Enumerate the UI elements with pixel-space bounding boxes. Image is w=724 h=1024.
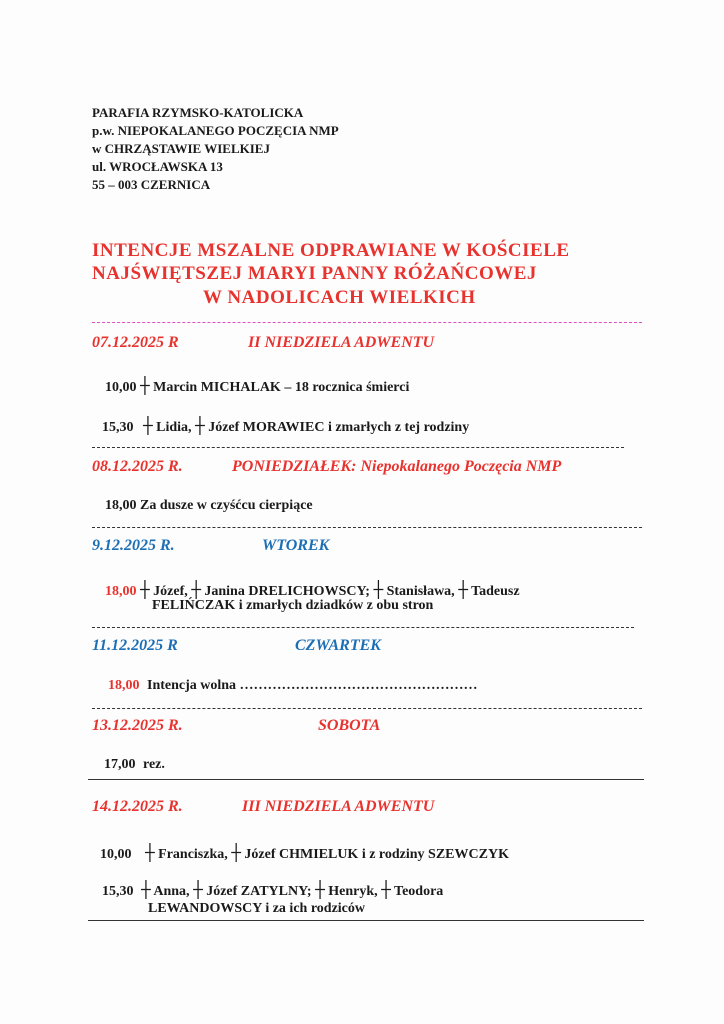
- mass-entry: [102, 416, 469, 436]
- cross-icon: ┼: [381, 880, 391, 899]
- day-divider: [92, 708, 642, 709]
- mass-time: 15,30: [102, 420, 134, 435]
- cross-icon: ┼: [458, 580, 468, 599]
- cross-icon: ┼: [140, 376, 150, 395]
- mass-entry: [104, 757, 165, 773]
- mass-entry: [105, 376, 409, 396]
- parish-street: ul. WROCŁAWSKA 13: [92, 159, 223, 174]
- parish-name: PARAFIA RZYMSKO-KATOLICKA: [92, 105, 304, 120]
- mass-time: 18,00: [105, 498, 137, 513]
- mass-time: 10,00: [105, 380, 137, 395]
- day-divider: [92, 627, 634, 628]
- day-name: WTOREK: [262, 537, 330, 554]
- day-date: 07.12.2025 R: [92, 334, 179, 351]
- day-name: CZWARTEK: [295, 637, 381, 654]
- cross-icon: ┼: [231, 843, 241, 862]
- day-divider: [88, 779, 644, 780]
- day-name: SOBOTA: [318, 717, 381, 734]
- mass-time: 17,00: [104, 757, 136, 772]
- cross-icon: ┼: [373, 580, 384, 599]
- mass-intention: rez.: [143, 757, 165, 772]
- day-date: 9.12.2025 R.: [92, 537, 175, 554]
- day-name: II NIEDZIELA ADWENTU: [248, 334, 435, 351]
- day-date: 13.12.2025 R.: [92, 717, 183, 734]
- day-date: 14.12.2025 R.: [92, 798, 183, 815]
- mass-time: 18,00: [105, 584, 137, 599]
- mass-intention: Franciszka,: [158, 847, 228, 862]
- cross-icon: ┼: [315, 880, 325, 899]
- mass-intention: Józef MORAWIEC i zmarłych z tej rodziny: [208, 420, 470, 435]
- mass-intention: Tadeusz: [471, 584, 520, 599]
- day-divider: [92, 447, 624, 448]
- cross-icon: ┼: [140, 580, 150, 599]
- cross-icon: ┼: [143, 416, 153, 435]
- mass-intention: Intencja wolna ……………………………………………: [147, 678, 478, 693]
- mass-time: 18,00: [108, 678, 140, 693]
- day-name: III NIEDZIELA ADWENTU: [242, 798, 435, 815]
- mass-intention: Józef,: [153, 584, 188, 599]
- mass-intention-continued: LEWANDOWSCY i za ich rodziców: [148, 901, 365, 916]
- cross-icon: ┼: [193, 880, 203, 899]
- day-name: PONIEDZIAŁEK: Niepokalanego Poczęcia NMP: [232, 458, 562, 475]
- title-line-2: NAJŚWIĘTSZEJ MARYI PANNY RÓŻAŃCOWEJ: [92, 263, 537, 284]
- mass-entry: [108, 678, 478, 694]
- parish-location: w CHRZĄSTAWIE WIELKIEJ: [92, 141, 270, 156]
- cross-icon: ┼: [145, 843, 155, 862]
- mass-entry: [105, 580, 520, 600]
- cross-icon: ┼: [141, 880, 151, 899]
- cross-icon: ┼: [195, 416, 205, 435]
- title-line-1: INTENCJE MSZALNE ODPRAWIANE W KOŚCIELE: [92, 240, 570, 261]
- mass-time: 15,30: [102, 884, 134, 899]
- mass-intention: Teodora: [394, 884, 444, 899]
- day-date: 08.12.2025 R.: [92, 458, 183, 475]
- mass-intention: Janina DRELICHOWSCY;: [204, 584, 370, 599]
- mass-entry: [100, 843, 509, 863]
- title-divider: [92, 322, 642, 323]
- mass-time: 10,00: [100, 847, 132, 862]
- mass-intention-continued: FELIŃCZAK i zmarłych dziadków z obu stron: [152, 598, 434, 613]
- day-date: 11.12.2025 R: [92, 637, 178, 654]
- mass-intention: Anna,: [153, 884, 190, 899]
- mass-intention: Józef ZATYLNY;: [206, 884, 312, 899]
- cross-icon: ┼: [191, 580, 201, 599]
- mass-entry: [105, 498, 313, 514]
- parish-patron: p.w. NIEPOKALANEGO POCZĘCIA NMP: [92, 123, 339, 138]
- title-line-3: W NADOLICACH WIELKICH: [203, 287, 476, 308]
- mass-intention: Marcin MICHALAK – 18 rocznica śmierci: [153, 380, 410, 395]
- mass-intention: Stanisława,: [386, 584, 455, 599]
- mass-intention: Henryk,: [328, 884, 378, 899]
- day-divider: [92, 527, 642, 528]
- mass-entry: [102, 880, 443, 900]
- mass-intention: Józef CHMIELUK i z rodziny SZEWCZYK: [244, 847, 509, 862]
- parish-postcode: 55 – 003 CZERNICA: [92, 177, 211, 192]
- mass-intention: Lidia,: [156, 420, 192, 435]
- bottom-divider: [88, 920, 644, 921]
- mass-intention: Za dusze w czyśćcu cierpiące: [140, 498, 313, 513]
